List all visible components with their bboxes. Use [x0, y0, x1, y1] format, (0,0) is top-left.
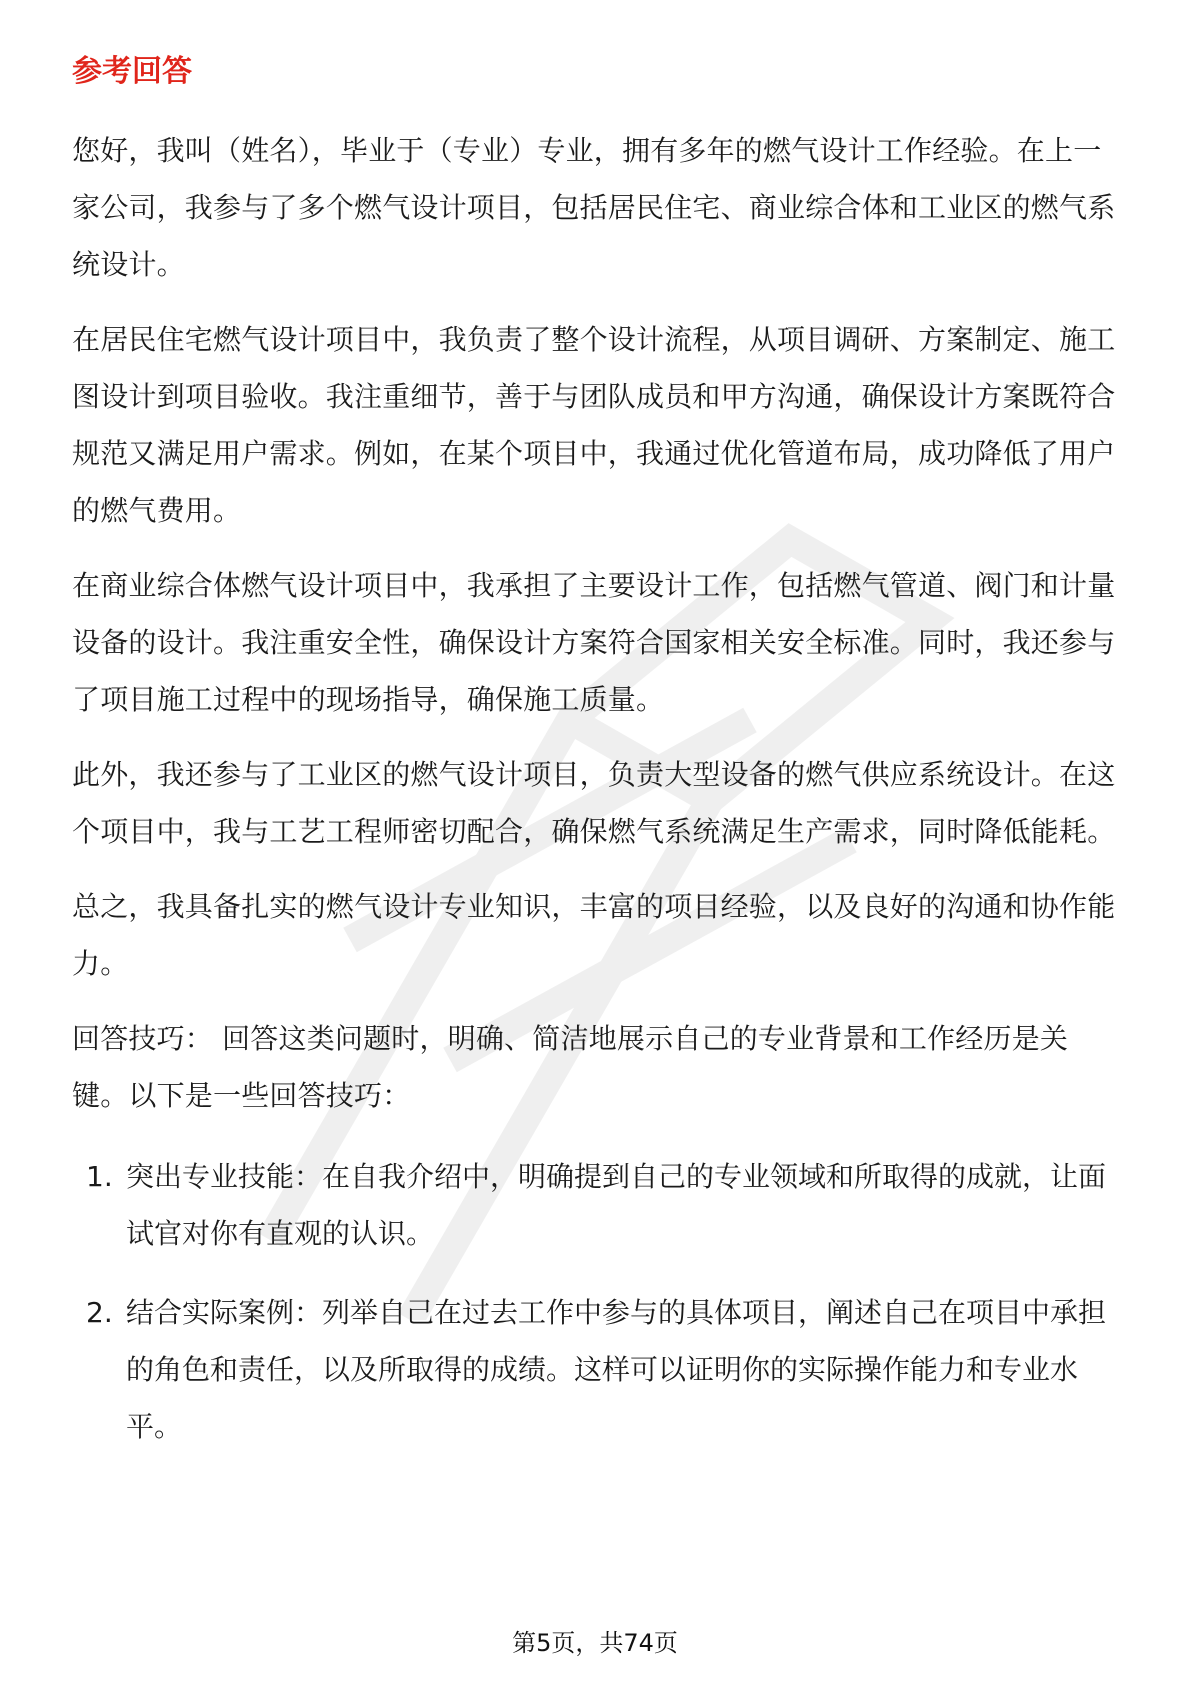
document-body [72, 40, 1118, 1477]
list-item-number: 1. [86, 1160, 113, 1193]
tips-list [72, 1148, 1118, 1455]
paragraph-commercial: 在商业综合体燃气设计项目中，我承担了主要设计工作，包括燃气管道、阀门和计量设备的设计。我注重安全性，确保设计方案符合国家相关安全标准。同时，我还参与了项目施工过程中的现场指导，确保施工质量。 [72, 569, 1116, 716]
paragraph-industrial: 此外，我还参与了工业区的燃气设计项目，负责大型设备的燃气供应系统设计。在这个项目中，我与工艺工程师密切配合，确保燃气系统满足生产需求，同时降低能耗。 [72, 758, 1116, 848]
list-item-text: 突出专业技能：在自我介绍中，明确提到自己的专业领域和所取得的成就，让面试官对你有直观的认识。 [126, 1160, 1107, 1250]
list-item-number: 2. [86, 1296, 113, 1329]
paragraph-summary: 总之，我具备扎实的燃气设计专业知识，丰富的项目经验，以及良好的沟通和协作能力。 [72, 890, 1116, 980]
list-item-text: 结合实际案例：列举自己在过去工作中参与的具体项目，阐述自己在项目中承担的角色和责任，以及所取得的成绩。这样可以证明你的实际操作能力和专业水平。 [126, 1296, 1107, 1443]
list-item [72, 1148, 1118, 1262]
page-footer: 第5页，共74页 [512, 1629, 678, 1657]
section-title: 参考回答 [72, 54, 192, 89]
paragraph-intro: 您好，我叫（姓名），毕业于（专业）专业，拥有多年的燃气设计工作经验。在上一家公司，我参与了多个燃气设计项目，包括居民住宅、商业综合体和工业区的燃气系统设计。 [72, 134, 1116, 281]
paragraph-tips-intro: 回答技巧： 回答这类问题时，明确、简洁地展示自己的专业背景和工作经历是关键。以下是一些回答技巧： [72, 1022, 1069, 1112]
list-item [72, 1284, 1118, 1455]
paragraph-residential: 在居民住宅燃气设计项目中，我负责了整个设计流程，从项目调研、方案制定、施工图设计到项目验收。我注重细节，善于与团队成员和甲方沟通，确保设计方案既符合规范又满足用户需求。例如，在某个项目中，我通过优化管道布局，成功降低了用户的燃气费用。 [72, 323, 1116, 527]
